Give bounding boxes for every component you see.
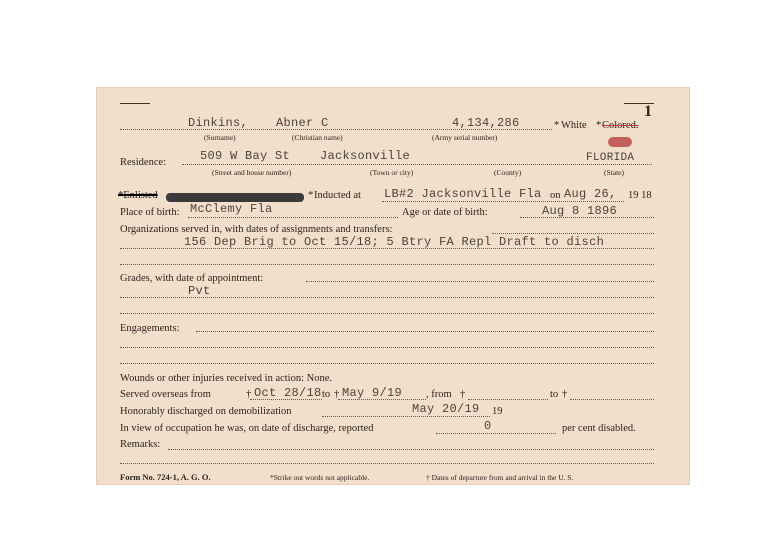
orgs-label: Organizations served in, with dates of assignments and transfers: <box>120 224 393 235</box>
on-label: on <box>550 190 561 201</box>
second-to-dagger: † <box>562 389 568 400</box>
engagements-line-1 <box>196 331 654 332</box>
overseas-to-line <box>338 399 426 400</box>
top-left-rule <box>120 103 150 104</box>
birth-date: Aug 8 1896 <box>542 204 618 218</box>
overseas-from: Oct 28/18 <box>254 386 322 400</box>
residence-line <box>182 164 652 165</box>
county-caption: (County) <box>494 168 522 177</box>
wounds-label: Wounds or other injuries received in action: None. <box>120 373 333 384</box>
form-number: Form No. 724-1, A. G. O. <box>120 472 211 482</box>
race-white: White <box>561 120 587 131</box>
service-card: 1 Dinkins, Abner C 4,134,286 * White * Colored. (Surname) (Christian name) (Army serial number) Residence: 509 W Bay St Jacksonville FLORIDA (Street and house number) (Town or city) (County) (State) *Enlisted * Inducted at LB#2 Jacksonville Fla on Aug 26, 19 18 Place of birth: McClemy Fla Age or date of birth: Aug 8 1896 Organizations served in, with dates of assignments and transfers: 156 Dep Brig to Oct 15/18; 5 Btry FA Repl Draft to disch Grades, with date of appointment: Pvt Engagements: Wounds or other injuries received in action: None. Served overseas from † Oct 28/18 to † May 9/19 , from † to † Honorably discharged on demobilization May 20/19 19 In view of occupation he was, on date of discharge, reported 0 per cent disabled. Remarks: Form No. 724-1, A. G. O. *Strike out words not applicable. † Dates of departure from and arrival in the U. S. <box>96 87 690 485</box>
grades-line-1 <box>306 281 654 282</box>
percent-label: per cent disabled. <box>562 423 636 434</box>
dates-note: † Dates of departure from and arrival in the U. S. <box>426 473 574 482</box>
name-line <box>120 129 552 130</box>
remarks-label: Remarks: <box>120 439 161 450</box>
overseas-from-line <box>250 399 322 400</box>
birth-place-label: Place of birth: <box>120 207 180 218</box>
grades-label: Grades, with date of appointment: <box>120 273 264 284</box>
redacted-strip <box>166 193 304 202</box>
discharge-year: 19 <box>492 406 503 417</box>
residence-city: Jacksonville <box>320 149 411 163</box>
state-caption: (State) <box>604 168 624 177</box>
serial-caption: (Army serial number) <box>432 133 498 142</box>
birth-date-label: Age or date of birth: <box>402 207 488 218</box>
inducted-place: LB#2 Jacksonville Fla <box>384 187 542 201</box>
birth-date-line <box>520 217 654 218</box>
overseas-to: May 9/19 <box>342 386 403 400</box>
inducted-line <box>382 201 624 202</box>
inducted-label: Inducted at <box>314 190 361 201</box>
christian-name: Abner C <box>276 116 329 130</box>
disabled-percent: 0 <box>484 419 492 433</box>
overseas-from-dagger: † <box>246 389 252 400</box>
engagements-line-3 <box>120 363 654 364</box>
birth-place-line <box>188 217 398 218</box>
second-to-line <box>570 399 654 400</box>
discharge-line <box>322 416 490 417</box>
engagements-label: Engagements: <box>120 323 180 334</box>
orgs-line-1 <box>492 233 654 234</box>
surname: Dinkins, <box>188 116 249 130</box>
engagements-line-2 <box>120 347 654 348</box>
christian-caption: (Christian name) <box>292 133 343 142</box>
orgs-line-3 <box>120 264 654 265</box>
residence-state: FLORIDA <box>586 152 635 164</box>
serial-number: 4,134,286 <box>452 116 520 130</box>
inducted-date: Aug 26, <box>564 187 617 201</box>
inducted-year: 19 18 <box>628 190 652 201</box>
birth-place: McClemy Fla <box>190 202 273 216</box>
second-from-label: , from <box>426 389 452 400</box>
discharged-label: Honorably discharged on demobilization <box>120 406 292 417</box>
overseas-label: Served overseas from <box>120 389 211 400</box>
town-caption: (Town or city) <box>370 168 414 177</box>
surname-caption: (Surname) <box>204 133 236 142</box>
second-from-line <box>468 399 548 400</box>
occupation-label: In view of occupation he was, on date of discharge, reported <box>120 423 374 434</box>
remarks-line-2 <box>120 463 654 464</box>
discharge-date: May 20/19 <box>412 402 480 416</box>
second-to-label: to <box>550 389 559 400</box>
grades-line-2 <box>120 297 654 298</box>
orgs-text: 156 Dep Brig to Oct 15/18; 5 Btry FA Repl Draft to disch <box>184 235 605 249</box>
strike-note: *Strike out words not applicable. <box>270 473 370 482</box>
red-stamp-mark <box>608 137 632 147</box>
card-number: 1 <box>644 103 652 120</box>
remarks-line-1 <box>168 449 654 450</box>
orgs-line-2 <box>120 248 654 249</box>
overseas-to-dagger: † <box>334 389 340 400</box>
grades-text: Pvt <box>188 284 211 298</box>
race-colored: Colored. <box>602 120 639 131</box>
overseas-to-label: to <box>322 389 331 400</box>
grades-line-3 <box>120 313 654 314</box>
residence-street: 509 W Bay St <box>200 149 291 163</box>
disabled-line <box>436 433 556 434</box>
street-caption: (Street and house number) <box>212 168 292 177</box>
enlisted-label: *Enlisted <box>118 190 158 201</box>
second-from-dagger: † <box>460 389 466 400</box>
residence-label: Residence: <box>120 157 167 168</box>
